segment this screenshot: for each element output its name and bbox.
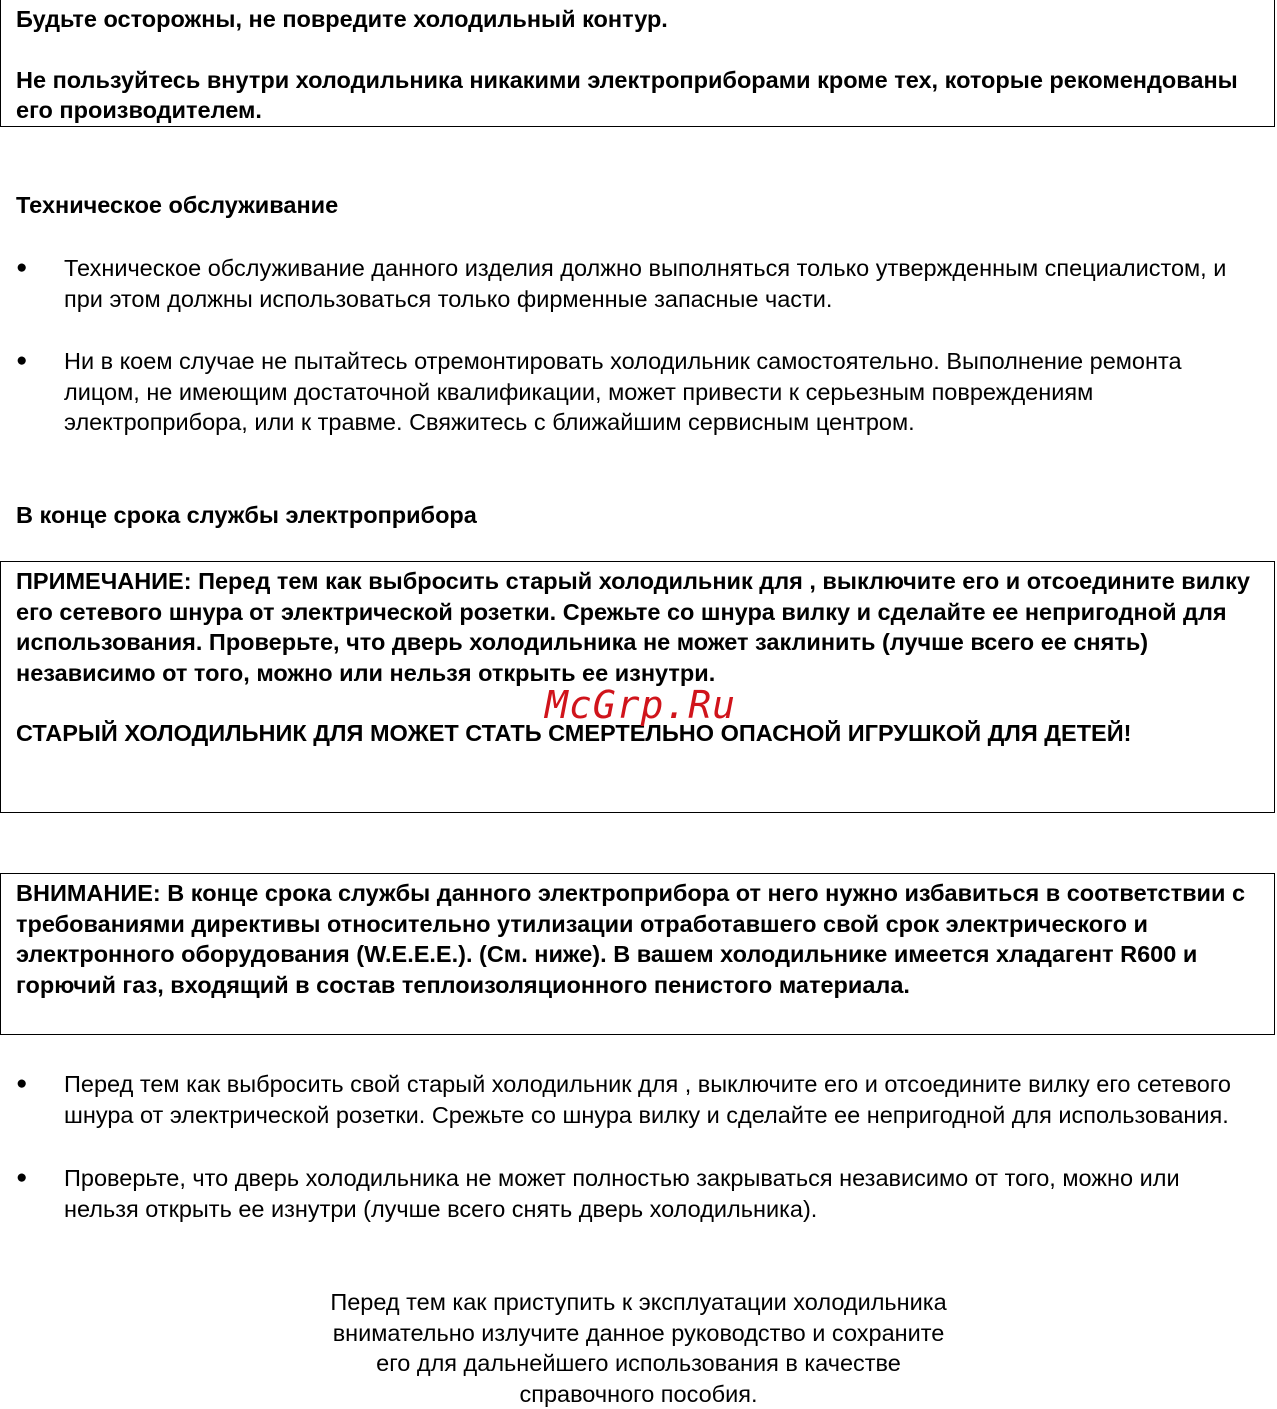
caution-box-top [0, 0, 1275, 127]
list-item-text: Техническое обслуживание данного изделия должно выполняться только утвержденным специалистом, и при этом должны использоваться только фирменные запасные части. [64, 253, 1250, 314]
list-item-maintenance-1 [0, 253, 1250, 314]
children-warning: СТАРЫЙ ХОЛОДИЛЬНИК ДЛЯ МОЖЕТ СТАТЬ СМЕРТЕЛЬНО ОПАСНОЙ ИГРУШКОЙ ДЛЯ ДЕТЕЙ! [16, 718, 1146, 749]
watermark-logo: McGrp.Ru [545, 685, 736, 725]
bullet-dot-icon: ● [16, 1069, 27, 1100]
attention-box [0, 873, 1275, 1035]
attention-text: ВНИМАНИЕ: В конце срока службы данного электроприбора от него нужно избавиться в соответствии с требованиями директивы относительно утилизации отработавшего свой срок электрического и электронного оборудования (W.E.E.E.). (См. ниже). В вашем холодильнике имеется хладагент R600 и горючий газ, входящий в состав теплоизоляционного пенистого материала. [16, 878, 1259, 1000]
bullet-dot-icon: ● [16, 346, 27, 377]
bullet-dot-icon: ● [16, 253, 27, 284]
closing-line: справочного пособия. [0, 1379, 1277, 1409]
caution-line-appliances: Не пользуйтесь внутри холодильника никакими электроприборами кроме тех, которые рекомендованы его производителем. [16, 65, 1259, 126]
list-item-disposal-2 [0, 1163, 1250, 1224]
closing-line: внимательно излучите данное руководство и сохраните [0, 1318, 1277, 1349]
list-item-maintenance-2 [0, 346, 1250, 438]
list-item-text: Перед тем как выбросить свой старый холодильник для , выключите его и отсоедините вилку его сетевого шнура от электрической розетки. Срежьте со шнура вилку и сделайте ее непригодной для использования. [64, 1069, 1250, 1130]
closing-line: его для дальнейшего использования в качестве [0, 1348, 1277, 1379]
closing-recommendation [0, 1287, 1277, 1409]
closing-line: Перед тем как приступить к эксплуатации холодильника [0, 1287, 1277, 1318]
list-item-text: Проверьте, что дверь холодильника не может полностью закрываться независимо от того, можно или нельзя открыть ее изнутри (лучше всего снять дверь холодильника). [64, 1163, 1250, 1224]
heading-end-of-life: В конце срока службы электроприбора [16, 500, 477, 531]
heading-maintenance: Техническое обслуживание [16, 190, 338, 221]
note-text: ПРИМЕЧАНИЕ: Перед тем как выбросить старый холодильник для , выключите его и отсоедините вилку его сетевого шнура от электрической розетки. Срежьте со шнура вилку и сделайте ее непригодной для использования. Проверьте, что дверь холодильника не может заклинить (лучше всего ее снять) независимо от того, можно или нельзя открыть ее изнутри. [16, 566, 1259, 688]
list-item-text: Ни в коем случае не пытайтесь отремонтировать холодильник самостоятельно. Выполнение ремонта лицом, не имеющим достаточной квалификации, может привести к серьезным повреждениям электроприбора, или к травме. Свяжитесь с ближайшим сервисным центром. [64, 346, 1250, 438]
caution-line-contour: Будьте осторожны, не повредите холодильный контур. [16, 4, 1259, 35]
list-item-disposal-1 [0, 1069, 1250, 1130]
bullet-dot-icon: ● [16, 1163, 27, 1194]
